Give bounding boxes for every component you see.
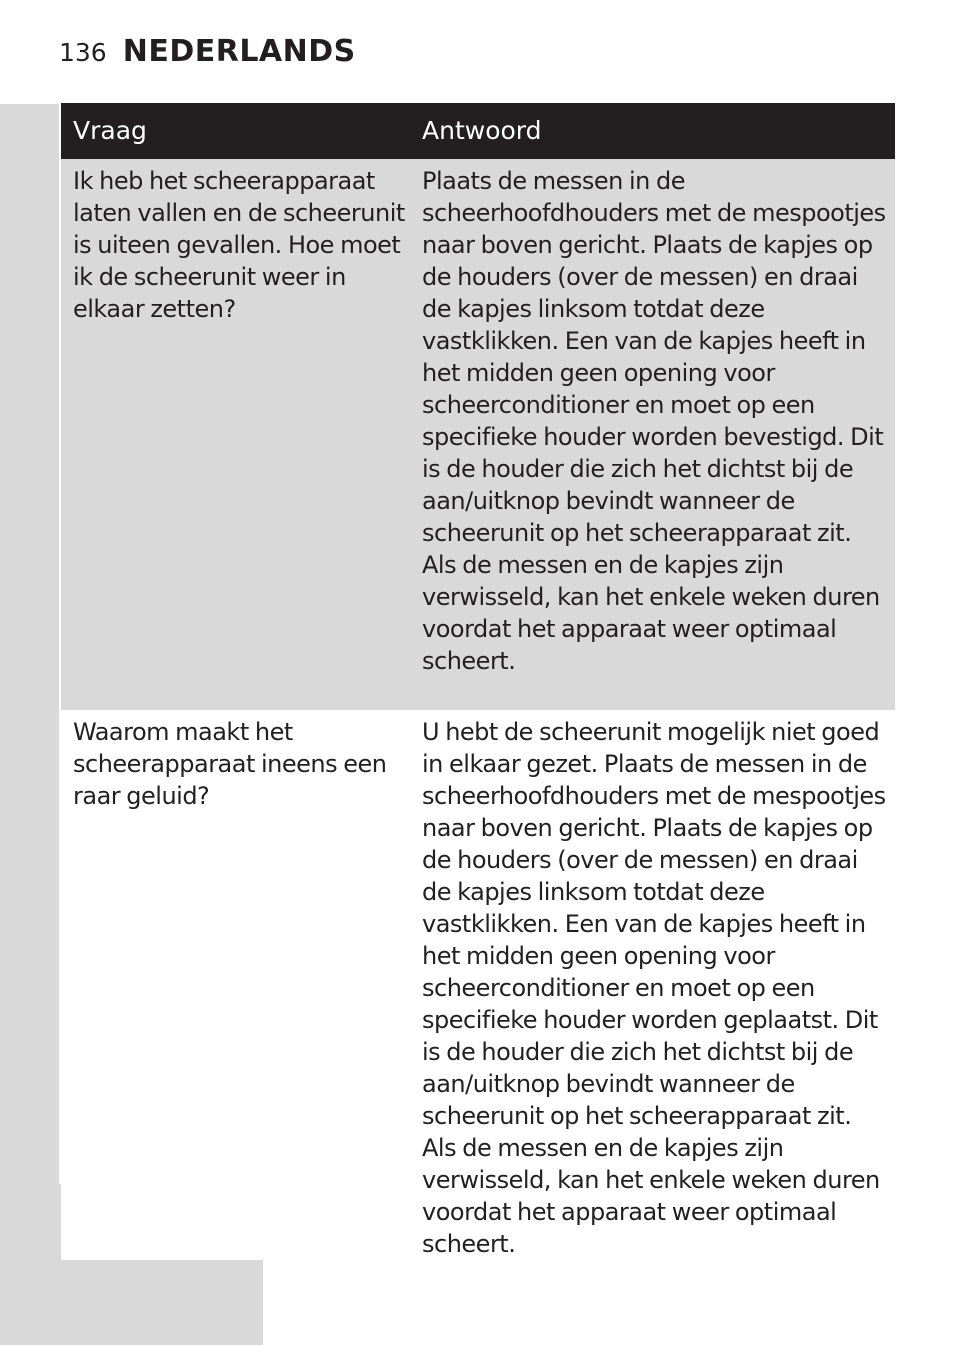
table-row <box>61 710 895 1260</box>
table-row <box>61 159 895 710</box>
question-cell: Waarom maakt het scheerapparaat ineens een raar geluid? <box>73 718 387 810</box>
section-title: NEDERLANDS <box>122 34 356 69</box>
header-question: Vraag <box>73 116 147 145</box>
answer-cell: U hebt de scheerunit mogelijk niet goed in elkaar gezet. Plaats de messen in de scheerhoofdhouders met de mespootjes naar boven gericht. Plaats de kapjes op de houders (over de messen) en draai de kapjes linksom totdat deze vastklikken. Een van de kapjes heeft in het midden geen opening voor scheerconditioner en moet op een specifieke houder worden geplaatst. Dit is de houder die zich het dichtst bij de aan/uitknop bevindt wanneer de scheerunit op het scheerapparaat zit. Als de messen en de kapjes zijn verwisseld, kan het enkele weken duren voordat het apparaat weer optimaal scheert. <box>422 718 886 1258</box>
table-header-row <box>61 103 895 159</box>
page-number: 136 <box>59 38 107 67</box>
answer-cell: Plaats de messen in de scheerhoofdhouders met de mespootjes naar boven gericht. Plaats de kapjes op de houders (over de messen) en draai de kapjes linksom totdat deze vastklikken. Een van de kapjes heeft in het midden geen opening voor scheerconditioner en moet op een specifieke houder worden bevestigd. Dit is de houder die zich het dichtst bij de aan/uitknop bevindt wanneer de scheerunit op het scheerapparaat zit. Als de messen en de kapjes zijn verwisseld, kan het enkele weken duren voordat het apparaat weer optimaal scheert. <box>422 167 886 675</box>
question-cell: Ik heb het scheerapparaat laten vallen en de scheerunit is uiteen gevallen. Hoe moet ik de scheerunit weer in elkaar zetten? <box>73 167 405 323</box>
side-margin-band <box>0 104 59 1345</box>
page-header <box>59 34 356 74</box>
faq-table <box>61 103 895 1260</box>
header-answer: Antwoord <box>422 116 542 145</box>
